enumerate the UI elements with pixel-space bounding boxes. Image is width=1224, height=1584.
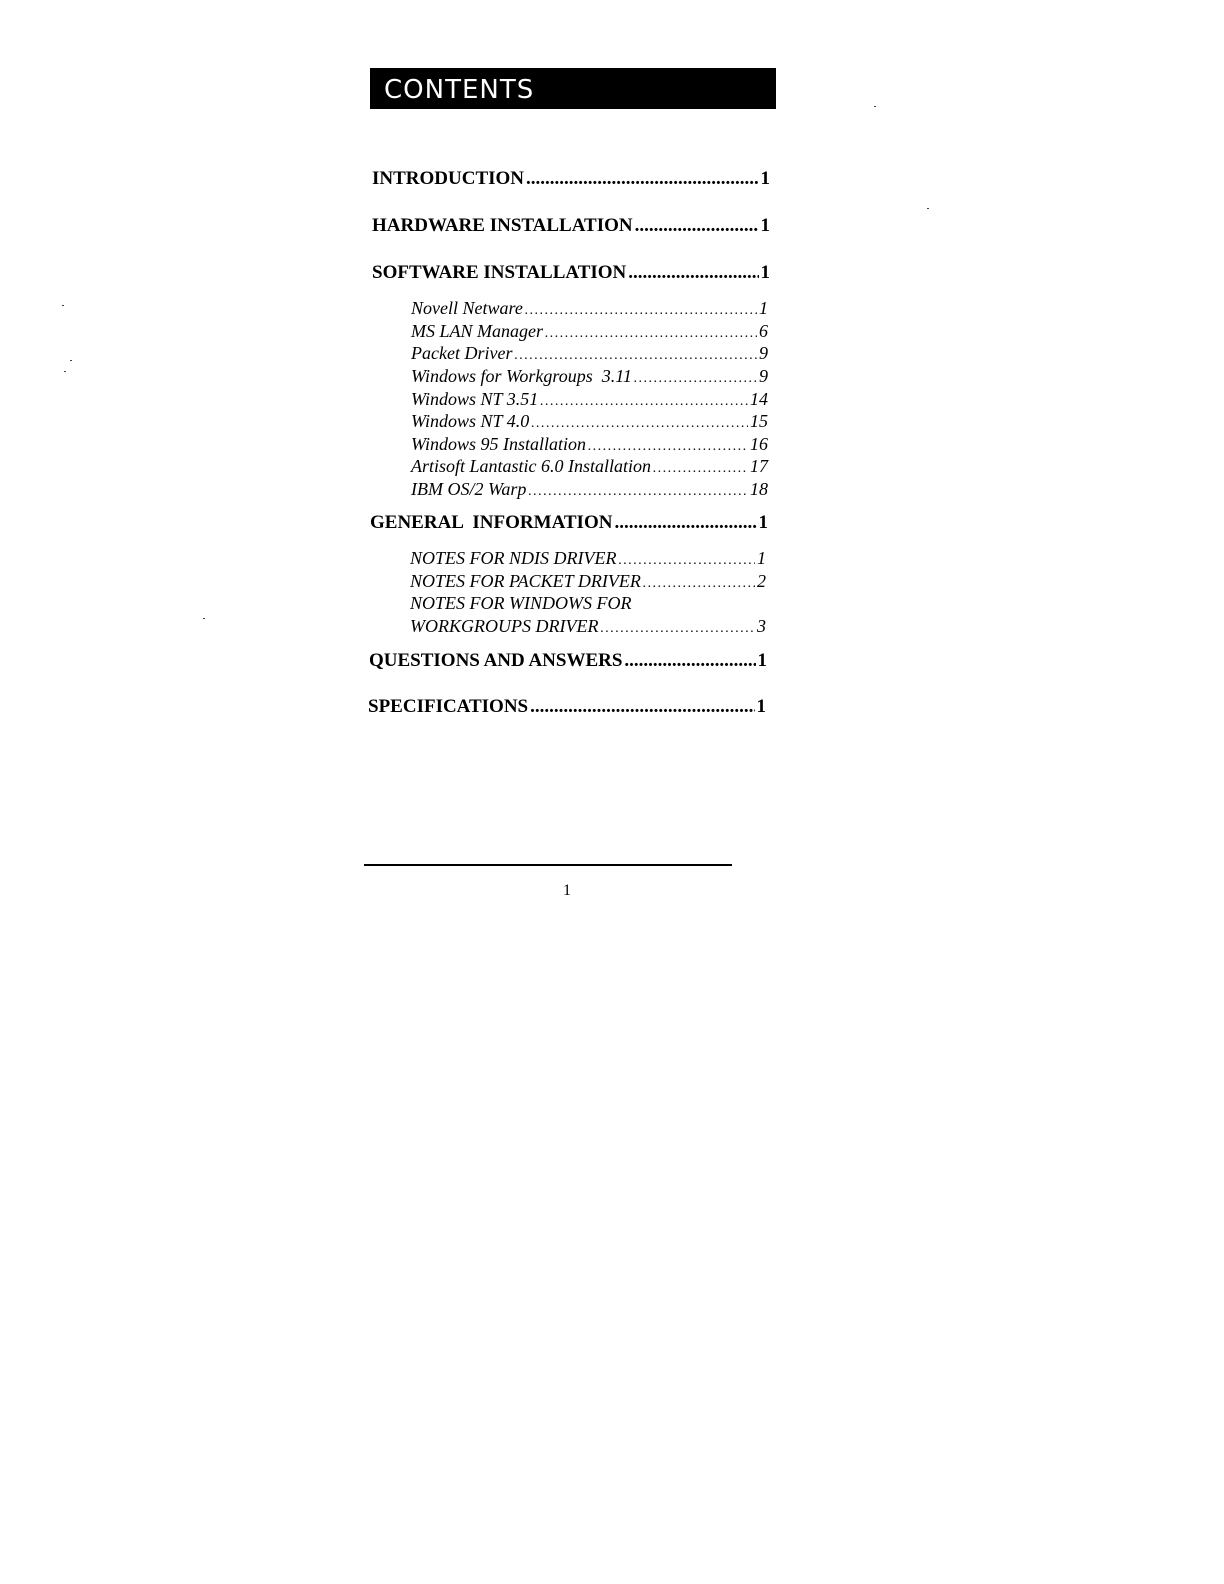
toc-subentry-windows-nt-351[interactable] — [411, 389, 768, 410]
scan-speck — [874, 106, 876, 107]
dot-leader — [634, 366, 757, 387]
toc-entry-page: 1 — [756, 696, 766, 717]
toc-subentry-label: NOTES FOR NDIS DRIVER — [410, 548, 617, 568]
toc-subentry-label: Windows NT 3.51 — [411, 389, 539, 409]
scan-speck — [203, 618, 205, 619]
toc-entry-label: QUESTIONS AND ANSWERS — [369, 650, 623, 671]
toc-subentry-page: 16 — [750, 434, 768, 454]
dot-leader — [531, 411, 748, 432]
toc-subentry-novell-netware[interactable] — [411, 298, 768, 319]
toc-subentry-label: Packet Driver — [411, 343, 513, 363]
toc-subentry-page: 1 — [757, 548, 766, 568]
toc-subentry-page: 14 — [750, 389, 768, 409]
toc-entry-questions-and-answers[interactable] — [369, 650, 767, 672]
toc-subentry-page: 9 — [759, 366, 768, 386]
toc-subentry-notes-ndis-driver[interactable] — [410, 548, 766, 569]
toc-entry-hardware-installation[interactable] — [372, 215, 770, 237]
toc-subentry-windows-95-installation[interactable] — [411, 434, 768, 455]
toc-entry-specifications[interactable] — [368, 696, 766, 718]
toc-entry-label: GENERAL INFORMATION — [370, 512, 613, 533]
toc-subentry-page: 3 — [757, 616, 766, 636]
toc-subentry-page: 2 — [757, 571, 766, 591]
toc-subentry-ibm-os2-warp[interactable] — [411, 479, 768, 500]
toc-entry-label: INTRODUCTION — [372, 168, 525, 189]
toc-subentry-ms-lan-manager[interactable] — [411, 321, 768, 342]
toc-entry-page: 1 — [760, 215, 770, 236]
page-title: CONTENTS — [384, 75, 535, 105]
toc-entry-label: SOFTWARE INSTALLATION — [372, 262, 627, 283]
dot-leader — [526, 168, 758, 190]
toc-entry-page: 1 — [760, 168, 770, 189]
dot-leader — [628, 262, 758, 284]
toc-subentry-page: 15 — [750, 411, 768, 431]
toc-subentry-label: MS LAN Manager — [411, 321, 543, 341]
dot-leader — [540, 389, 748, 410]
toc-subentry-label: Artisoft Lantastic 6.0 Installation — [411, 456, 652, 476]
toc-entry-label: SPECIFICATIONS — [368, 696, 529, 717]
dot-leader — [635, 215, 759, 237]
toc-subentry-label: WORKGROUPS DRIVER — [410, 616, 599, 636]
toc-subentry-notes-packet-driver[interactable] — [410, 571, 766, 592]
toc-subentry-page: 17 — [750, 456, 768, 476]
dot-leader — [600, 616, 755, 637]
toc-subentry-label: Novell Netware — [411, 298, 523, 318]
toc-subentry-page: 6 — [759, 321, 768, 341]
toc-entry-general-information[interactable] — [370, 512, 768, 534]
toc-subentry-page: 9 — [759, 343, 768, 363]
dot-leader — [624, 650, 755, 672]
toc-entry-page: 1 — [758, 512, 768, 533]
toc-entry-label: HARDWARE INSTALLATION — [372, 215, 633, 236]
toc-subentry-label: Windows NT 4.0 — [411, 411, 530, 431]
toc-subentry-label: Windows for Workgroups 3.11 — [411, 366, 632, 386]
toc-entry-introduction[interactable] — [372, 168, 770, 190]
toc-subentry-packet-driver[interactable] — [411, 343, 768, 364]
toc-subentry-windows-for-workgroups[interactable] — [411, 366, 768, 387]
toc-subentry-page: 18 — [750, 479, 768, 499]
dot-leader — [643, 571, 755, 592]
page-number: 1 — [563, 882, 571, 899]
toc-subentry-label: Windows 95 Installation — [411, 434, 587, 454]
scan-speck — [62, 305, 64, 306]
dot-leader — [530, 696, 754, 718]
dot-leader — [514, 343, 757, 364]
toc-subentry-page: 1 — [759, 298, 768, 318]
toc-subentry-label: IBM OS/2 Warp — [411, 479, 527, 499]
dot-leader — [618, 548, 755, 569]
toc-entry-page: 1 — [757, 650, 767, 671]
dot-leader — [588, 434, 748, 455]
footer-divider — [364, 864, 732, 866]
dot-leader — [528, 479, 748, 500]
toc-subentry-label: NOTES FOR PACKET DRIVER — [410, 571, 641, 591]
dot-leader — [525, 298, 757, 319]
toc-entry-software-installation[interactable] — [372, 262, 770, 284]
scan-speck — [927, 208, 929, 209]
dot-leader — [614, 512, 756, 534]
toc-entry-page: 1 — [760, 262, 770, 283]
toc-subentry-notes-wfw-line1[interactable]: NOTES FOR WINDOWS FOR — [410, 593, 632, 613]
toc-subentry-windows-nt-40[interactable] — [411, 411, 768, 432]
dot-leader — [653, 456, 748, 477]
scan-speck — [70, 360, 72, 361]
dot-leader — [545, 321, 757, 342]
scan-speck — [64, 371, 66, 372]
toc-subentry-notes-wfw-driver[interactable] — [410, 616, 766, 637]
toc-subentry-artisoft-lantastic[interactable] — [411, 456, 768, 477]
